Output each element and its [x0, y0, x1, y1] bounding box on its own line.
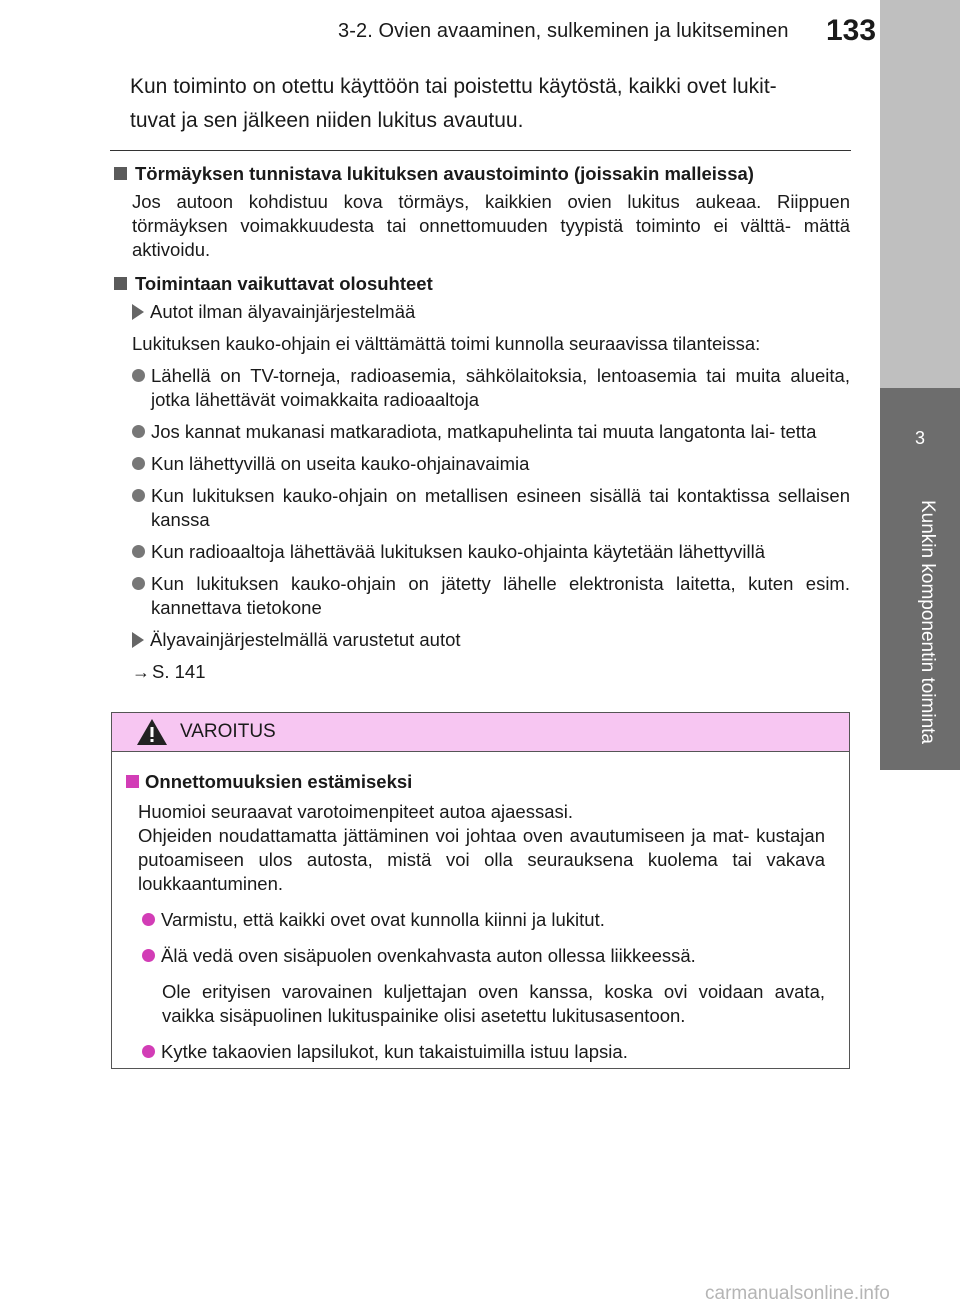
triangle-pointer-icon [132, 304, 144, 320]
warning-text-1: Huomioi seuraavat varotoimenpiteet autoa ajaessasi. [138, 801, 573, 822]
warning-triangle-icon [136, 718, 168, 746]
subheading-text: Älyavainjärjestelmällä varustetut autot [150, 629, 461, 650]
round-bullet-icon [132, 425, 145, 438]
list-item [110, 540, 850, 564]
page-number: 133 [826, 14, 877, 47]
warning-list-item [126, 908, 825, 932]
chapter-label: Kunkin komponentin toiminta [917, 500, 938, 744]
list-item-text: Kun lukituksen kauko-ohjain on jätetty lähelle elektronista laitetta, kuten esim. kannettava tietokone [151, 573, 850, 618]
section-heading-collision [110, 162, 850, 186]
subheading-text: Autot ilman älyavainjärjestelmää [150, 301, 416, 322]
divider [110, 150, 851, 151]
list-item [110, 452, 850, 476]
running-header: 3-2. Ovien avaaminen, sulkeminen ja lukitseminen [338, 20, 789, 42]
collision-text: Jos autoon kohdistuu kova törmäys, kaikkien ovien lukitus aukeaa. Riippuen törmäyksen voimakkuudesta tai onnettomuuden tyypistä toiminto ei välttä- mättä aktivoidu. [132, 191, 850, 260]
section-title: Törmäyksen tunnistava lukituksen avaustoiminto (joissakin malleissa) [135, 163, 754, 184]
triangle-pointer-icon [132, 632, 144, 648]
warning-list-item [126, 1040, 825, 1064]
page-reference-link[interactable] [110, 660, 850, 684]
list-item [110, 484, 850, 532]
intro-line-1: Kun toiminto on otettu käyttöön tai poistettu käytöstä, kaikki ovet lukit- [130, 75, 777, 98]
section-heading-conditions [110, 272, 850, 296]
warning-list-text: Kytke takaovien lapsilukot, kun takaistuimilla istuu lapsia. [161, 1041, 628, 1062]
warning-label: VAROITUS [180, 721, 276, 742]
subheading-smart-key [110, 628, 850, 652]
subheading-no-smart-key [110, 300, 850, 324]
warning-paragraph [126, 800, 825, 896]
conditions-lead: Lukituksen kauko-ohjain ei välttämättä toimi kunnolla seuraavissa tilanteissa: [132, 333, 761, 354]
watermark: carmanualsonline.info [705, 1283, 890, 1304]
warning-list-text: Älä vedä oven sisäpuolen ovenkahvasta auton ollessa liikkeessä. [161, 945, 696, 966]
arrow-right-icon: → [132, 662, 150, 682]
warning-body [112, 752, 849, 1064]
round-bullet-icon [132, 489, 145, 502]
list-item [110, 364, 850, 412]
warning-section-heading [126, 770, 825, 794]
round-bullet-icon [132, 545, 145, 558]
warning-title: Onnettomuuksien estämiseksi [145, 771, 413, 792]
page-reference-text[interactable]: S. 141 [152, 661, 206, 682]
warning-box [111, 712, 850, 1069]
intro-line-2: tuvat ja sen jälkeen niiden lukitus avautuu. [130, 109, 524, 132]
side-tab-light [880, 0, 960, 388]
round-bullet-icon [132, 369, 145, 382]
list-item [110, 572, 850, 620]
warning-note: Ole erityisen varovainen kuljettajan oven kanssa, koska ovi voidaan avata, vaikka sisäpuolinen lukituspainike olisi asetettu lukitusasentoon. [162, 981, 825, 1026]
chapter-number: 3 [914, 428, 925, 448]
section-title: Toimintaan vaikuttavat olosuhteet [135, 273, 433, 294]
list-item-text: Jos kannat mukanasi matkaradiota, matkapuhelinta tai muuta langatonta lai- tetta [151, 421, 817, 442]
list-item-text: Lähellä on TV-torneja, radioasemia, sähkölaitoksia, lentoasemia tai muita alueita, jotka lähettävät voimakkaita radioaaltoja [151, 365, 850, 410]
main-content [110, 158, 850, 684]
square-bullet-icon [114, 167, 127, 180]
list-item-text: Kun lähettyvillä on useita kauko-ohjainavaimia [151, 453, 530, 474]
round-bullet-icon [132, 577, 145, 590]
round-bullet-icon [132, 457, 145, 470]
list-item-text: Kun lukituksen kauko-ohjain on metallisen esineen sisällä tai kontaktissa sellaisen kanssa [151, 485, 850, 530]
list-item-text: Kun radioaaltoja lähettävää lukituksen kauko-ohjainta käytetään lähettyvillä [151, 541, 765, 562]
round-bullet-icon [142, 913, 155, 926]
intro-paragraph [130, 70, 856, 138]
round-bullet-icon [142, 949, 155, 962]
warning-list-text: Varmistu, että kaikki ovet ovat kunnolla kiinni ja lukitut. [161, 909, 605, 930]
list-item [110, 420, 850, 444]
warning-header [112, 713, 849, 752]
square-bullet-icon [126, 775, 139, 788]
warning-list-item [126, 944, 825, 968]
square-bullet-icon [114, 277, 127, 290]
round-bullet-icon [142, 1045, 155, 1058]
warning-text-2: Ohjeiden noudattamatta jättäminen voi johtaa oven avautumiseen ja mat- kustajan putoamiseen ulos autosta, mistä voi olla seurauksena kuolema tai vakava loukkaantuminen. [138, 825, 825, 894]
